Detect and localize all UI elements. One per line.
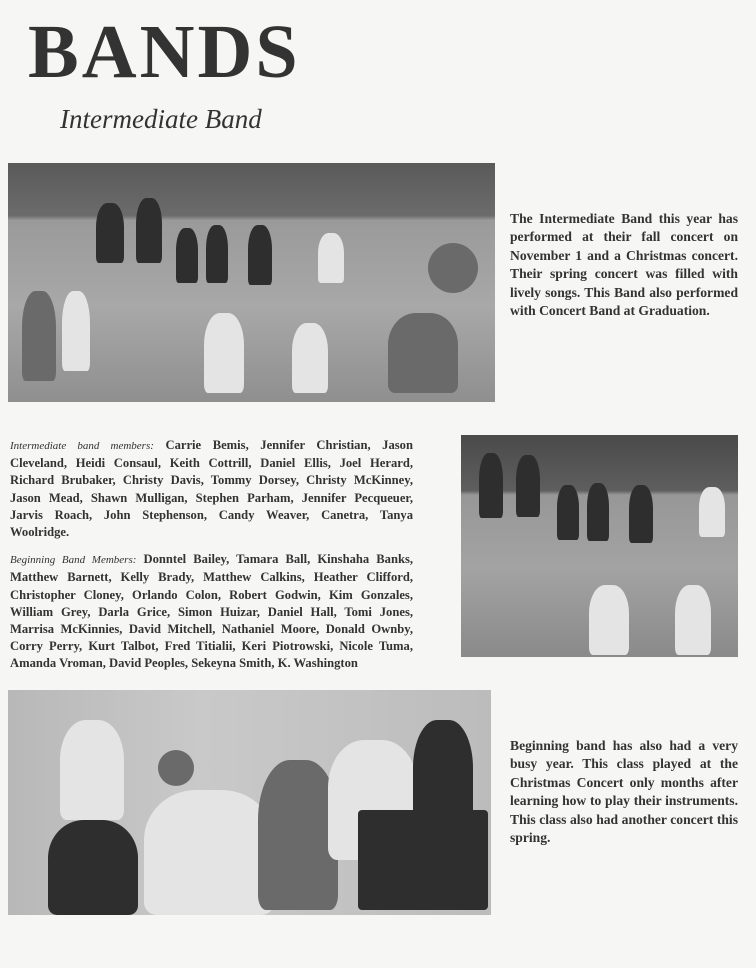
section-subtitle: Intermediate Band — [60, 104, 262, 134]
beginning-band-caption: Beginning band has also had a very busy year. This class played at the Christmas Concert only months after learning how to play their instruments. This class also had another concert this spring. — [510, 738, 738, 846]
intermediate-band-photo-2 — [461, 435, 738, 657]
intermediate-members-names: Carrie Bemis, Jennifer Christian, Jason Cleveland, Heidi Consaul, Keith Cottrill, Daniel Ellis, Joel Herard, Richard Brubaker, Christy Davis, Tommy Dorsey, Christy McKinney, Jason Mead, Shawn Mulligan, Stephen Parham, Jennifer Pecqueuer, Jarvis Roach, John Stephenson, Candy Weaver, Canetra, Tanya Woolridge. — [10, 438, 413, 540]
intermediate-members-label: Intermediate band members: — [10, 440, 154, 452]
beginning-members-label: Beginning Band Members: — [10, 554, 137, 567]
beginning-members-names: Donntel Bailey, Tamara Ball, Kinshaha Banks, Matthew Barnett, Kelly Brady, Matthew Calkins, Heather Clifford, Christopher Cloney, Orlando Colon, Robert Godwin, Kim Gonzales, William Grey, Darla Grice, Simon Huizar, Daniel Hall, Tomi Jones, Marrisa McKinnies, David Mitchell, Nathaniel Moore, Donald Ownby, Corry Perry, Kurt Talbot, Fred Titialii, Keri Piotrowski, Nicole Tuma, Amanda Vroman, David Peoples, Sekeyna Smith, K. Washington — [10, 552, 414, 671]
intermediate-band-photo — [8, 163, 495, 402]
intermediate-members-list — [10, 437, 413, 541]
intermediate-band-caption: The Intermediate Band this year has performed at their fall concert on November 1 and a Christmas concert. Their spring concert was filled with lively songs. This Band also performed with Concert Band at Graduation. — [510, 211, 738, 319]
beginning-members-list — [10, 551, 413, 672]
beginning-band-photo — [8, 690, 491, 915]
page-title: BANDS — [28, 10, 301, 94]
members-lists — [10, 437, 413, 683]
